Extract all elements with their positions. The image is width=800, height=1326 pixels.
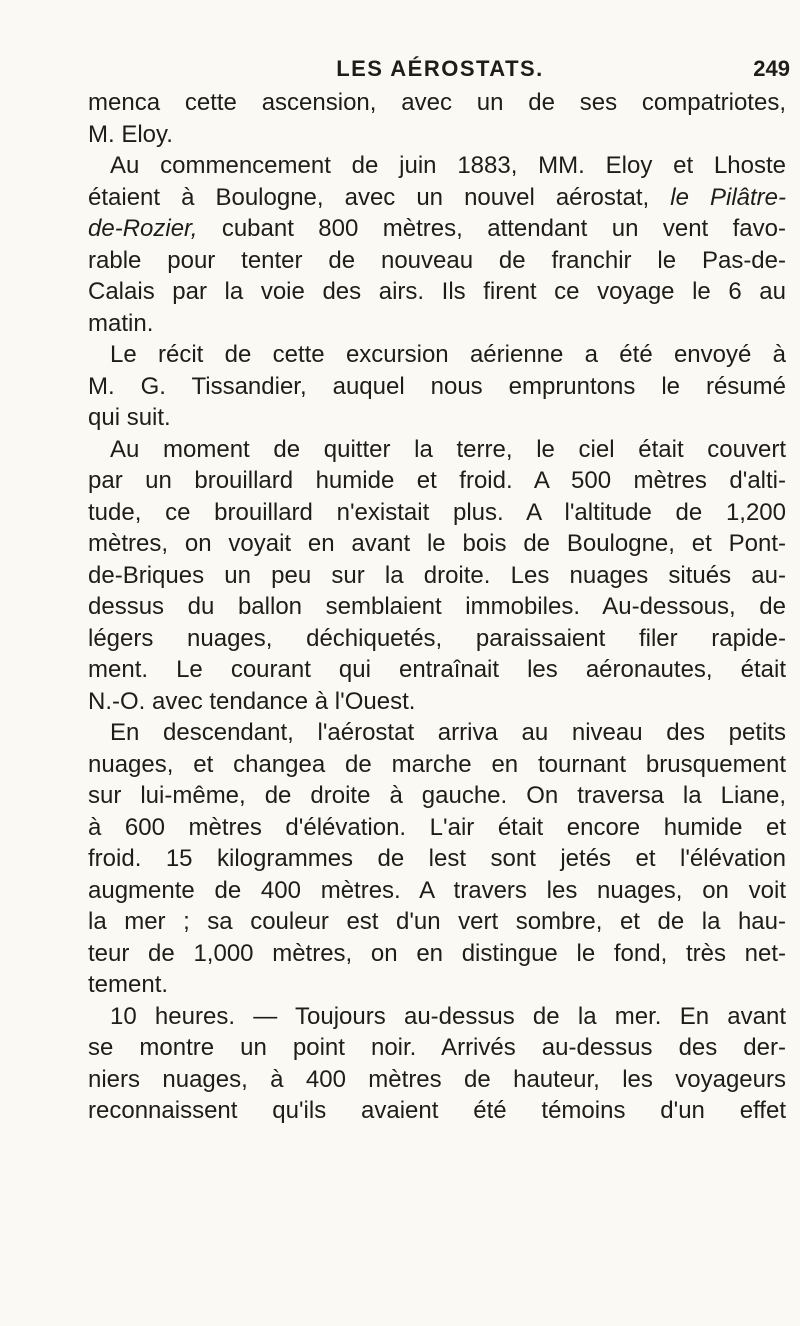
text-line: de-Briques un peu sur la droite. Les nuages situés au- bbox=[88, 561, 786, 589]
text-line: dessus du ballon semblaient immobiles. Au-dessous, de bbox=[88, 593, 786, 620]
aerostat-name-cont: de-Rozier, bbox=[88, 215, 198, 242]
text-line: M. Eloy. bbox=[88, 120, 173, 148]
text-line: teur de 1,000 mètres, on en distingue le fond, très net- bbox=[88, 939, 786, 967]
text-line: M. G. Tissandier, auquel nous empruntons le résumé bbox=[88, 372, 786, 400]
text-line: par un brouillard humide et froid. A 500 mètres d'alti- bbox=[88, 467, 786, 494]
text-line: qui suit. bbox=[88, 404, 171, 431]
page-number: 249 bbox=[753, 56, 790, 81]
text-line: matin. bbox=[88, 309, 154, 337]
text-line: froid. 15 kilogrammes de lest sont jetés et l'élévation bbox=[88, 845, 786, 872]
text-line: N.-O. avec tendance à l'Ouest. bbox=[88, 687, 416, 715]
text-line: la mer ; sa couleur est d'un vert sombre, et de la hau- bbox=[88, 908, 786, 935]
running-header bbox=[90, 56, 790, 86]
text-line bbox=[88, 182, 786, 214]
text-line: à 600 mètres d'élévation. L'air était encore humide et bbox=[88, 813, 786, 841]
aerostat-name: le Pilâtre- bbox=[670, 183, 786, 211]
text-line: menca cette ascension, avec un de ses compatriotes, bbox=[88, 89, 786, 116]
text-line: tude, ce brouillard n'existait plus. A l'altitude de 1,200 bbox=[88, 498, 786, 526]
text-line: Le récit de cette excursion aérienne a été envoyé à bbox=[110, 341, 786, 368]
text-line: Calais par la voie des airs. Ils firent ce voyage le 6 au bbox=[88, 278, 786, 305]
text-line: reconnaissent qu'ils avaient été témoins d'un effet bbox=[88, 1097, 786, 1124]
text-line: En descendant, l'aérostat arriva au niveau des petits bbox=[110, 719, 786, 746]
chapter-title: LES AÉROSTATS. bbox=[336, 56, 544, 81]
text-segment: étaient à Boulogne, avec un nouvel aérostat, bbox=[88, 183, 650, 211]
text-line: sur lui-même, de droite à gauche. On traversa la Liane, bbox=[88, 782, 786, 809]
text-line: Au commencement de juin 1883, MM. Eloy et Lhoste bbox=[110, 152, 786, 179]
text-line: tement. bbox=[88, 971, 169, 998]
text-line: nuages, et changea de marche en tournant brusquement bbox=[88, 750, 786, 778]
text-line: niers nuages, à 400 mètres de hauteur, les voyageurs bbox=[88, 1065, 786, 1093]
text-line: ment. Le courant qui entraînait les aéronautes, était bbox=[88, 656, 786, 683]
text-line: rable pour tenter de nouveau de franchir le Pas-de- bbox=[88, 246, 786, 274]
text-segment: cubant 800 mètres, attendant un vent favo- bbox=[221, 215, 786, 242]
text-line bbox=[88, 213, 786, 245]
text-line: 10 heures. — Toujours au-dessus de la mer. En avant bbox=[110, 1002, 786, 1030]
text-line: Au moment de quitter la terre, le ciel était couvert bbox=[110, 435, 786, 463]
text-line: augmente de 400 mètres. A travers les nuages, on voit bbox=[88, 876, 786, 904]
text-line: légers nuages, déchiquetés, paraissaient filer rapide- bbox=[88, 624, 786, 652]
body-text bbox=[88, 87, 786, 1127]
text-line: se montre un point noir. Arrivés au-dessus des der- bbox=[88, 1034, 786, 1061]
text-line: mètres, on voyait en avant le bois de Boulogne, et Pont- bbox=[88, 530, 786, 557]
